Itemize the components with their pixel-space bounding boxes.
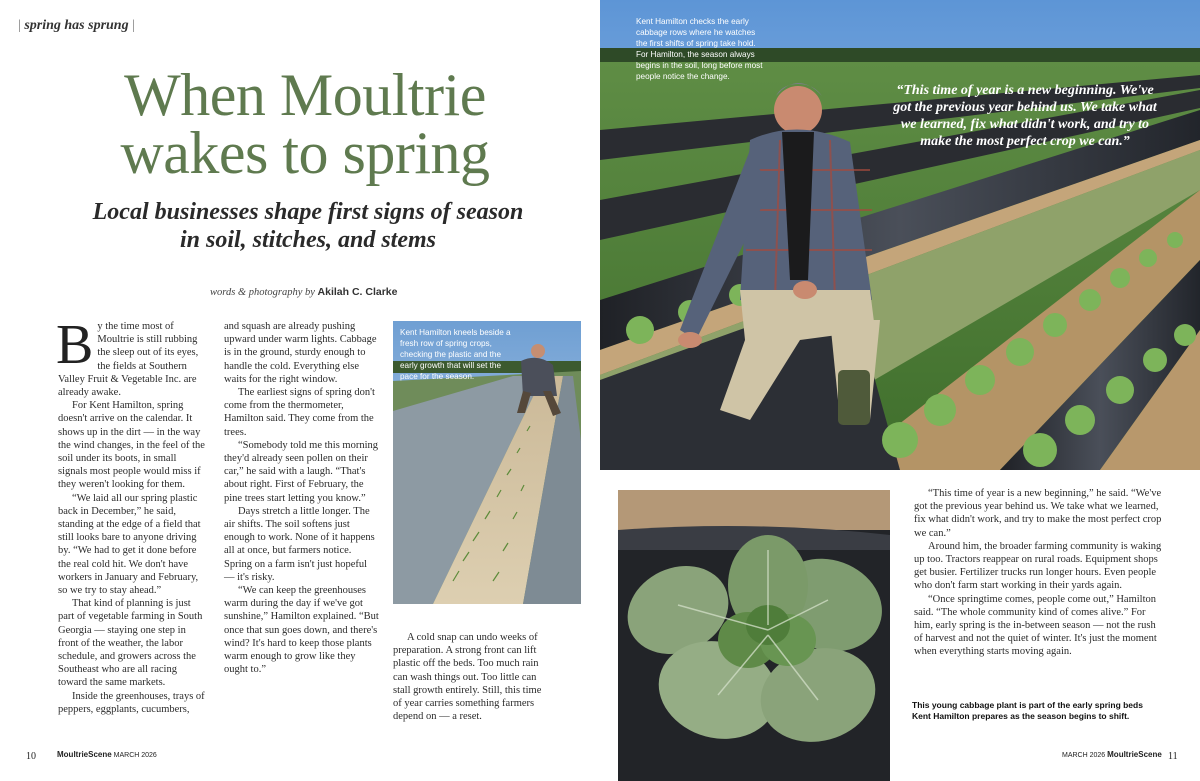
cabbage-illustration xyxy=(618,490,890,781)
byline-name: Akilah C. Clarke xyxy=(317,286,398,298)
page-number-right: 11 xyxy=(1168,751,1178,762)
paragraph: “Somebody told me this morning they'd already seen pollen on their car,” he said with a laugh. “That's about right. First of February, the pine trees start letting you know.” xyxy=(224,439,378,504)
paragraph: y the time most of Moultrie is still rubbing the sleep out of its eyes, the fields at Southern Valley Fruit & Vegetable Inc. are already awake. xyxy=(58,321,199,399)
caption-cabbage: This young cabbage plant is part of the early spring beds Kent Hamilton prepares as the season begins to shift. xyxy=(912,700,1143,721)
caption-main-photo: Kent Hamilton checks the early cabbage rows where he watches the first shifts of spring take hold. For Hamilton, the season always begins in the soil, long before most people notice the change. xyxy=(636,17,763,81)
article-title xyxy=(70,62,540,186)
paragraph: Inside the greenhouses, trays of peppers, eggplants, cucumbers, xyxy=(58,690,205,715)
article-subtitle: Local businesses shape first signs of season in soil, stitches, and stems xyxy=(92,199,524,253)
paragraph: For Kent Hamilton, spring doesn't arrive on the calendar. It shows up in the dirt — in the way the wind changes, in the feel of the soil under its boots, in small signals most people would miss if they weren't looking for them. xyxy=(58,400,205,491)
kicker-text: spring has sprung xyxy=(24,18,129,33)
folio-left xyxy=(57,750,157,759)
photo-main-cabbage-field xyxy=(600,0,1200,470)
issue-date: MARCH 2026 xyxy=(113,752,157,759)
byline xyxy=(210,286,397,298)
page-number-left: 10 xyxy=(26,751,36,762)
title-line-1: When Moultrie xyxy=(124,62,486,128)
title-line-2: wakes to spring xyxy=(120,120,490,186)
pull-quote: “This time of year is a new beginning. We've got the previous year behind us. We take what we learned, fix what didn't work, and try to make the most perfect crop we can.” xyxy=(893,83,1157,149)
byline-prefix: words & photography by xyxy=(210,287,315,298)
paragraph: Days stretch a little longer. The air shifts. The soil softens just enough to work. None of it happens all at once, but farmers notice. Spring on a farm isn't just hopeful — it's risky. xyxy=(224,505,375,583)
paragraph: “Once springtime comes, people come out,” Hamilton said. “The whole community kind of comes alive.” For him, early spring is the in-between season — not the rush of harvest and not the quiet of winter. It's just the moment when everything starts moving again. xyxy=(914,593,1157,658)
drop-cap: B xyxy=(56,314,94,376)
photo-hamilton-kneeling xyxy=(393,321,581,604)
photo-young-cabbage xyxy=(618,490,890,781)
section-kicker: | spring has sprung | xyxy=(18,18,135,33)
paragraph: “We laid all our spring plastic back in December,” he said, standing at the edge of a field that still looks bare to anyone driving by. “We had to get it done before the real cold hit. We don't have workers in January and February, so we try to stay ahead.” xyxy=(58,492,201,597)
paragraph: “This time of year is a new beginning,” he said. “We've got the previous year behind us. We take what we learned, fix what didn't work, and try to make the most perfect crop we can.” xyxy=(914,488,1162,539)
magazine-name: MoultrieScene xyxy=(1107,750,1162,759)
paragraph: The earliest signs of spring don't come from the thermometer, Hamilton said. They come from the trees. xyxy=(224,387,375,438)
paragraph: That kind of planning is just part of vegetable farming in South Georgia — staying one step in front of the weather, the labor schedule, and growers across the Southeast who are all racing toward the same markets. xyxy=(58,598,203,689)
paragraph: and squash are already pushing upward under warm lights. Cabbage is in the ground, sturdy enough to handle the cold. Everything else waits for the right window. xyxy=(224,321,377,385)
paragraph: A cold snap can undo weeks of preparation. A strong front can lift plastic off the beds. Too much rain can wash things out. Too little can stall growth entirely. Still, this time of year carries something farmers depend on — a reset. xyxy=(393,632,542,723)
paragraph: Around him, the broader farming community is waking up too. Tractors reappear on rural roads. Equipment shops get busier. Fertilizer trucks run longer hours. Even people who don't farm start working in their yards again. xyxy=(914,540,1162,592)
magazine-name: MoultrieScene xyxy=(57,750,112,759)
caption-small-photo: Kent Hamilton kneels beside a fresh row of spring crops, checking the plastic and the early growth that will set the pace for the season. xyxy=(400,328,511,381)
body-column-3 xyxy=(393,631,548,723)
paragraph: “We can keep the greenhouses warm during the day if we've got sunshine,” Hamilton explained. “But once that sun goes down, and there's wind? It's hard to keep those plants warm enough to grow like they ought to.” xyxy=(224,585,379,676)
body-column-2 xyxy=(224,320,379,676)
body-column-4 xyxy=(914,487,1162,659)
issue-date: MARCH 2026 xyxy=(1062,752,1106,759)
body-column-1 xyxy=(56,314,208,716)
folio-right xyxy=(1062,750,1162,759)
